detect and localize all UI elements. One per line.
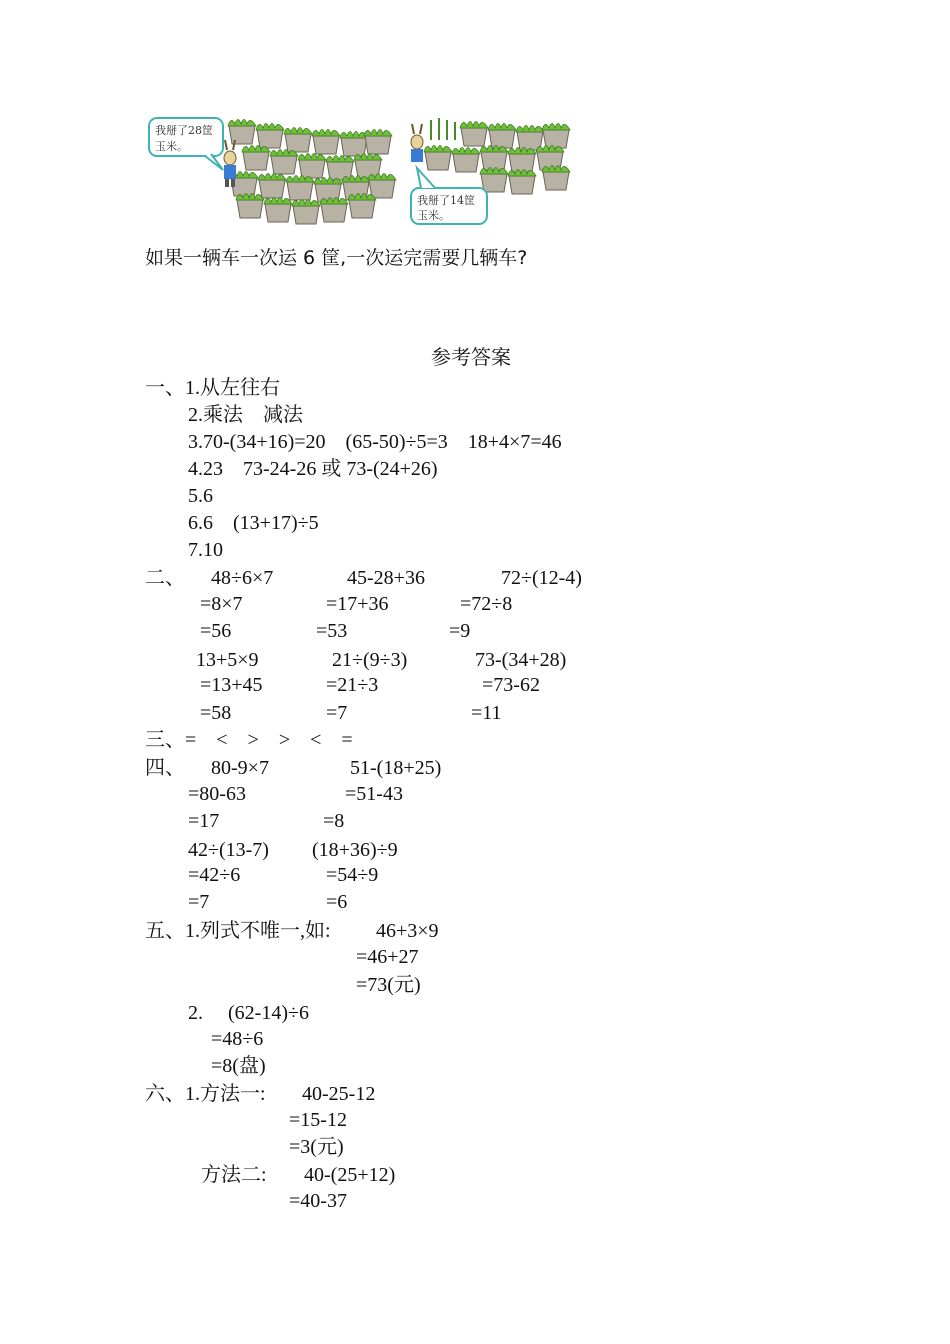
answer-line: =51-43: [345, 783, 403, 805]
answer-line: =13+45: [200, 674, 263, 696]
answer-line: 13+5×9: [196, 649, 259, 671]
answer-line: 51-(18+25): [350, 757, 442, 779]
answer-line: 21÷(9÷3): [332, 649, 408, 671]
answer-line: =56: [200, 620, 232, 642]
right-basket-group: [424, 118, 570, 194]
answer-line: =54÷9: [326, 864, 379, 886]
answer-line: 5.6: [188, 485, 213, 507]
answer-line: =53: [316, 620, 348, 642]
answer-line: =8(盘): [211, 1055, 266, 1077]
right-rabbit-figure: [411, 124, 423, 162]
answer-title: 参考答案: [431, 345, 511, 369]
left-speech-bubble: [149, 118, 223, 170]
answer-line: =21÷3: [326, 674, 379, 696]
answer-line: =15-12: [289, 1109, 347, 1131]
answer-line: =7: [326, 702, 348, 724]
answer-line: =6: [326, 891, 348, 913]
answer-line: =11: [471, 702, 502, 724]
answer-line: =9: [449, 620, 471, 642]
answer-line: 45-28+36: [347, 567, 425, 589]
answer-line: 72÷(12-4): [501, 567, 582, 589]
section-label: 二、: [145, 567, 185, 589]
answer-line: =58: [200, 702, 232, 724]
answer-line: 46+3×9: [376, 920, 439, 942]
answer-line: =72÷8: [460, 593, 513, 615]
answer-line: 73-(34+28): [475, 649, 567, 671]
answer-line: 一、1.从左往右: [145, 377, 280, 399]
answer-line: 方法二:: [201, 1164, 267, 1186]
answer-line: 2.乘法 减法: [188, 404, 303, 426]
answer-line: 2.: [188, 1002, 203, 1024]
left-bubble-line-1: 我掰了28筐: [155, 124, 213, 137]
left-bubble-line-2: 玉米。: [155, 140, 188, 153]
question-text: 如果一辆车一次运 6 筐,一次运完需要几辆车?: [145, 247, 528, 269]
left-basket-group: [228, 120, 396, 225]
answer-line: 48÷6×7: [211, 567, 274, 589]
answer-line: 五、1.列式不唯一,如:: [145, 920, 331, 942]
section-label: 四、: [145, 757, 185, 779]
right-speech-bubble: [411, 168, 487, 224]
answer-line: 4.23 73-24-26 或 73-(24+26): [188, 458, 438, 480]
answer-line: =46+27: [356, 946, 419, 968]
answer-line: (18+36)÷9: [312, 839, 398, 861]
answer-line: 7.10: [188, 539, 223, 561]
answer-line: =8: [323, 810, 345, 832]
corn-baskets-illustration: [145, 112, 575, 230]
answer-line: =80-63: [188, 783, 246, 805]
answer-line: 42÷(13-7): [188, 839, 269, 861]
answer-line: =3(元): [289, 1136, 344, 1158]
left-rabbit-figure: [224, 140, 236, 187]
answer-line: 80-9×7: [211, 757, 269, 779]
answer-line: =17+36: [326, 593, 389, 615]
answer-line: =48÷6: [211, 1028, 264, 1050]
answer-line: =7: [188, 891, 210, 913]
answer-line: 6.6 (13+17)÷5: [188, 512, 319, 534]
answer-line: 40-(25+12): [304, 1164, 396, 1186]
answer-line: =73-62: [482, 674, 540, 696]
answer-line: 六、1.方法一:: [145, 1083, 266, 1105]
answer-line: =42÷6: [188, 864, 241, 886]
right-bubble-line-2: 玉米。: [417, 209, 450, 222]
answer-line: 三、= < > > < =: [145, 729, 353, 751]
answer-line: =73(元): [356, 974, 421, 996]
answer-line: =40-37: [289, 1190, 347, 1212]
answer-line: =17: [188, 810, 220, 832]
answer-line: (62-14)÷6: [228, 1002, 309, 1024]
right-bubble-line-1: 我掰了14筐: [417, 194, 475, 207]
answer-line: 3.70-(34+16)=20 (65-50)÷5=3 18+4×7=46: [188, 431, 562, 453]
answer-line: 40-25-12: [302, 1083, 376, 1105]
answer-line: =8×7: [200, 593, 243, 615]
